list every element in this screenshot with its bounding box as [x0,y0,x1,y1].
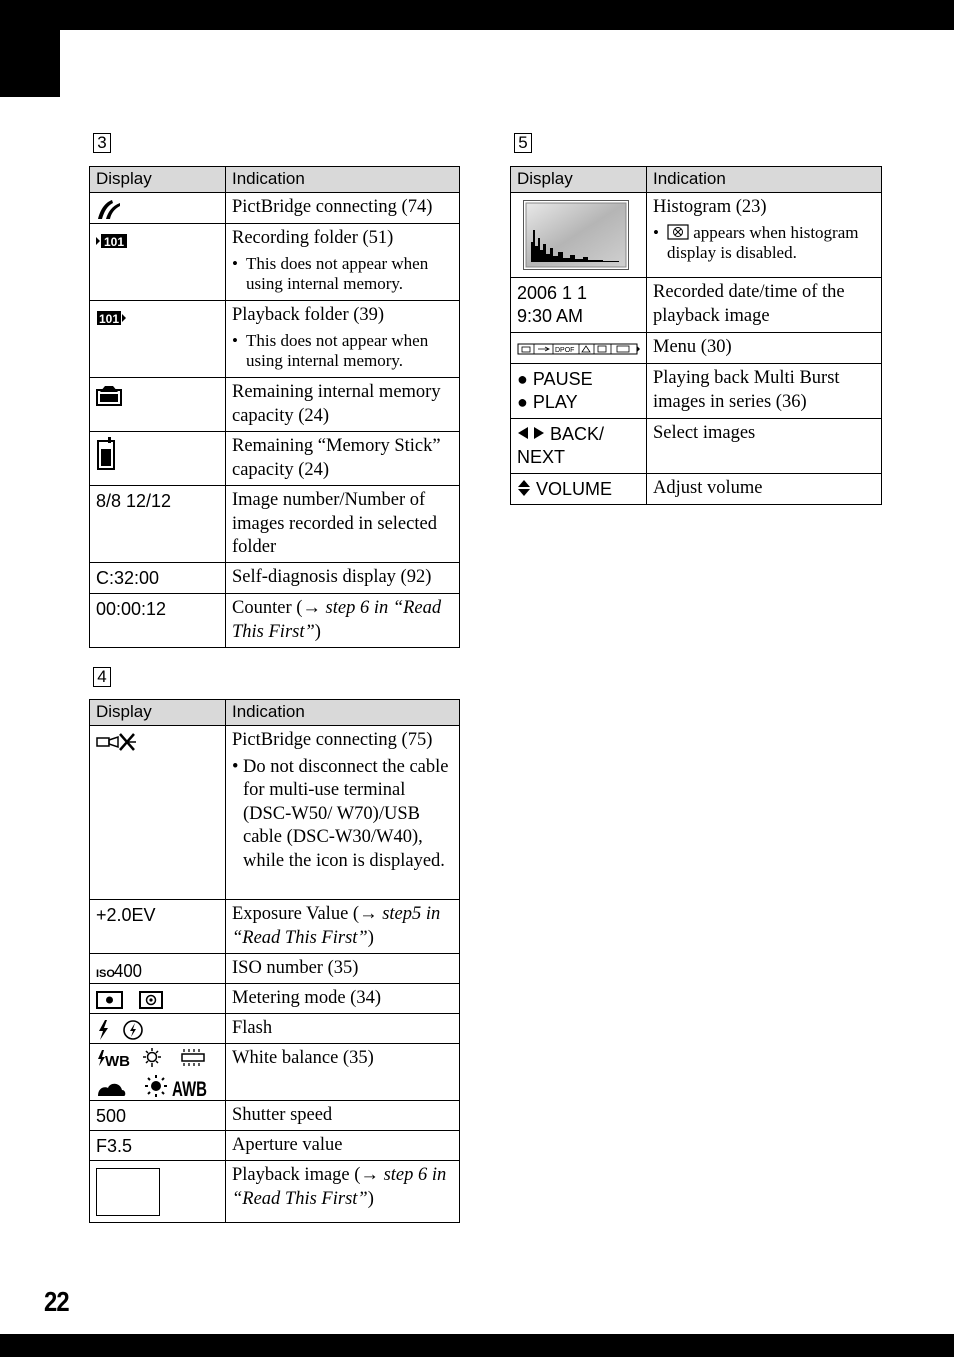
bullet-note: • Do not disconnect the cable for multi-use terminal (DSC-W50/ W70)/USB cable (DSC-W30/W40), while the icon is displayed. [232,756,449,871]
svg-text:101: 101 [103,234,125,249]
svg-text:400: 400 [114,961,142,982]
indication-text: Recording folder (51) [232,228,394,249]
header-indication: Indication [647,167,882,193]
header-display: Display [511,167,647,193]
section-5-table [510,166,882,505]
time-display: 9:30 AM [517,306,584,326]
indication-cell: Adjust volume [647,474,882,505]
pictbridge-no-disconnect-icon [96,731,138,753]
table-row [90,432,460,486]
svg-text:ISO: ISO [96,968,115,981]
memory-stick-icon [96,436,116,470]
indication-cell: Self-diagnosis display (92) [226,563,460,594]
white-balance-icon [96,1048,208,1102]
table-row [90,1014,460,1044]
indication-cell: Shutter speed [226,1101,460,1131]
bullet-dot-icon: ● [517,392,528,412]
table-row [90,378,460,432]
pictbridge-connecting-icon [96,197,122,221]
header-indication: Indication [226,167,460,193]
header-display: Display [90,167,226,193]
display-cell: F3.5 [90,1131,226,1161]
table-header [90,167,460,193]
display-cell: +2.0EV [90,900,226,954]
table-row [90,301,460,378]
indication-text: PictBridge connecting (75) [232,730,433,750]
table-row [511,364,882,419]
table-row [90,563,460,594]
indication-cell: Remaining “Memory Stick” capacity (24) [226,432,460,486]
indication-cell: Flash [226,1014,460,1044]
indication-cell: Recorded date/time of the playback image [647,278,882,333]
svg-text:AWB: AWB [172,1078,207,1102]
section-3-table [89,166,460,648]
table-row [511,419,882,474]
indication-cell: PictBridge connecting (74) [226,193,460,224]
pause-indicator: ● PAUSE [517,369,593,389]
table-row [90,1044,460,1101]
table-row [511,474,882,505]
table-row [90,193,460,224]
display-cell: 00:00:12 [90,594,226,648]
bullet-note: • This does not appear when using internal memory. [232,330,429,370]
display-cell: C:32:00 [90,563,226,594]
header-indication: Indication [226,700,460,726]
indication-text: Histogram (23) [653,197,767,217]
bullet-note: • appears when histogram display is disabled. [653,222,859,262]
table-row [90,1101,460,1131]
table-row [90,486,460,563]
left-right-arrows-icon [517,426,545,440]
histogram-disabled-icon [667,224,689,240]
page-number: 22 [44,1286,69,1317]
table-row [90,954,460,984]
indication-cell: Metering mode (34) [226,984,460,1014]
table-row [90,900,460,954]
next-label: NEXT [517,447,566,467]
date-display: 2006 1 1 [517,283,588,303]
iso-icon [96,960,144,980]
bullet-dot-icon: ● [517,369,528,389]
back-next-indicator: BACK/ [517,423,640,446]
table-header [90,700,460,726]
menu-icons [517,342,641,356]
section-4-label: 4 [93,667,111,687]
header-display: Display [90,700,226,726]
playback-folder-icon [96,309,128,327]
indication-cell: White balance (35) [226,1044,460,1101]
histogram-icon [523,200,629,270]
section-4-table [89,699,460,1223]
indication-cell: Playing back Multi Burst images in series (36) [647,364,882,419]
play-indicator: ● PLAY [517,392,578,412]
top-black-bar [0,0,954,30]
svg-text:DPOF: DPOF [555,347,575,355]
section-5-label: 5 [514,133,532,153]
playback-image-frame-icon [96,1168,160,1216]
table-row [90,726,460,900]
indication-cell: Image number/Number of images recorded in selected folder [226,486,460,563]
indication-cell: Playback image (→ step 6 in “Read This First”) [226,1161,460,1223]
indication-text: Playback folder (39) [232,305,385,326]
corner-black-tab [0,0,60,97]
table-row [90,1161,460,1223]
indication-cell: Menu (30) [647,333,882,364]
internal-memory-icon [96,384,122,406]
indication-cell: Remaining internal memory capacity (24) [226,378,460,432]
table-row [90,224,460,301]
indication-cell: Counter (→ step 6 in “Read This First”) [226,594,460,648]
table-row [511,278,882,333]
indication-cell: ISO number (35) [226,954,460,984]
svg-text:101: 101 [98,311,120,326]
flash-icon [96,1019,148,1041]
table-header [511,167,882,193]
display-cell: 500 [90,1101,226,1131]
display-cell: 8/8 12/12 [90,486,226,563]
bullet-note: • This does not appear when using internal memory. [232,253,429,293]
indication-cell: Aperture value [226,1131,460,1161]
volume-label: VOLUME [536,479,613,499]
indication-cell: Select images [647,419,882,474]
table-row [90,1131,460,1161]
table-row [90,984,460,1014]
up-down-arrows-icon [517,479,531,497]
metering-mode-icon [96,990,166,1010]
svg-text:WB: WB [105,1053,130,1071]
recording-folder-icon [96,232,128,250]
indication-cell: Exposure Value (→ step5 in “Read This First”) [226,900,460,954]
bottom-black-bar [0,1334,954,1357]
section-3-label: 3 [93,133,111,153]
table-row [511,193,882,278]
table-row [90,594,460,648]
table-row [511,333,882,364]
